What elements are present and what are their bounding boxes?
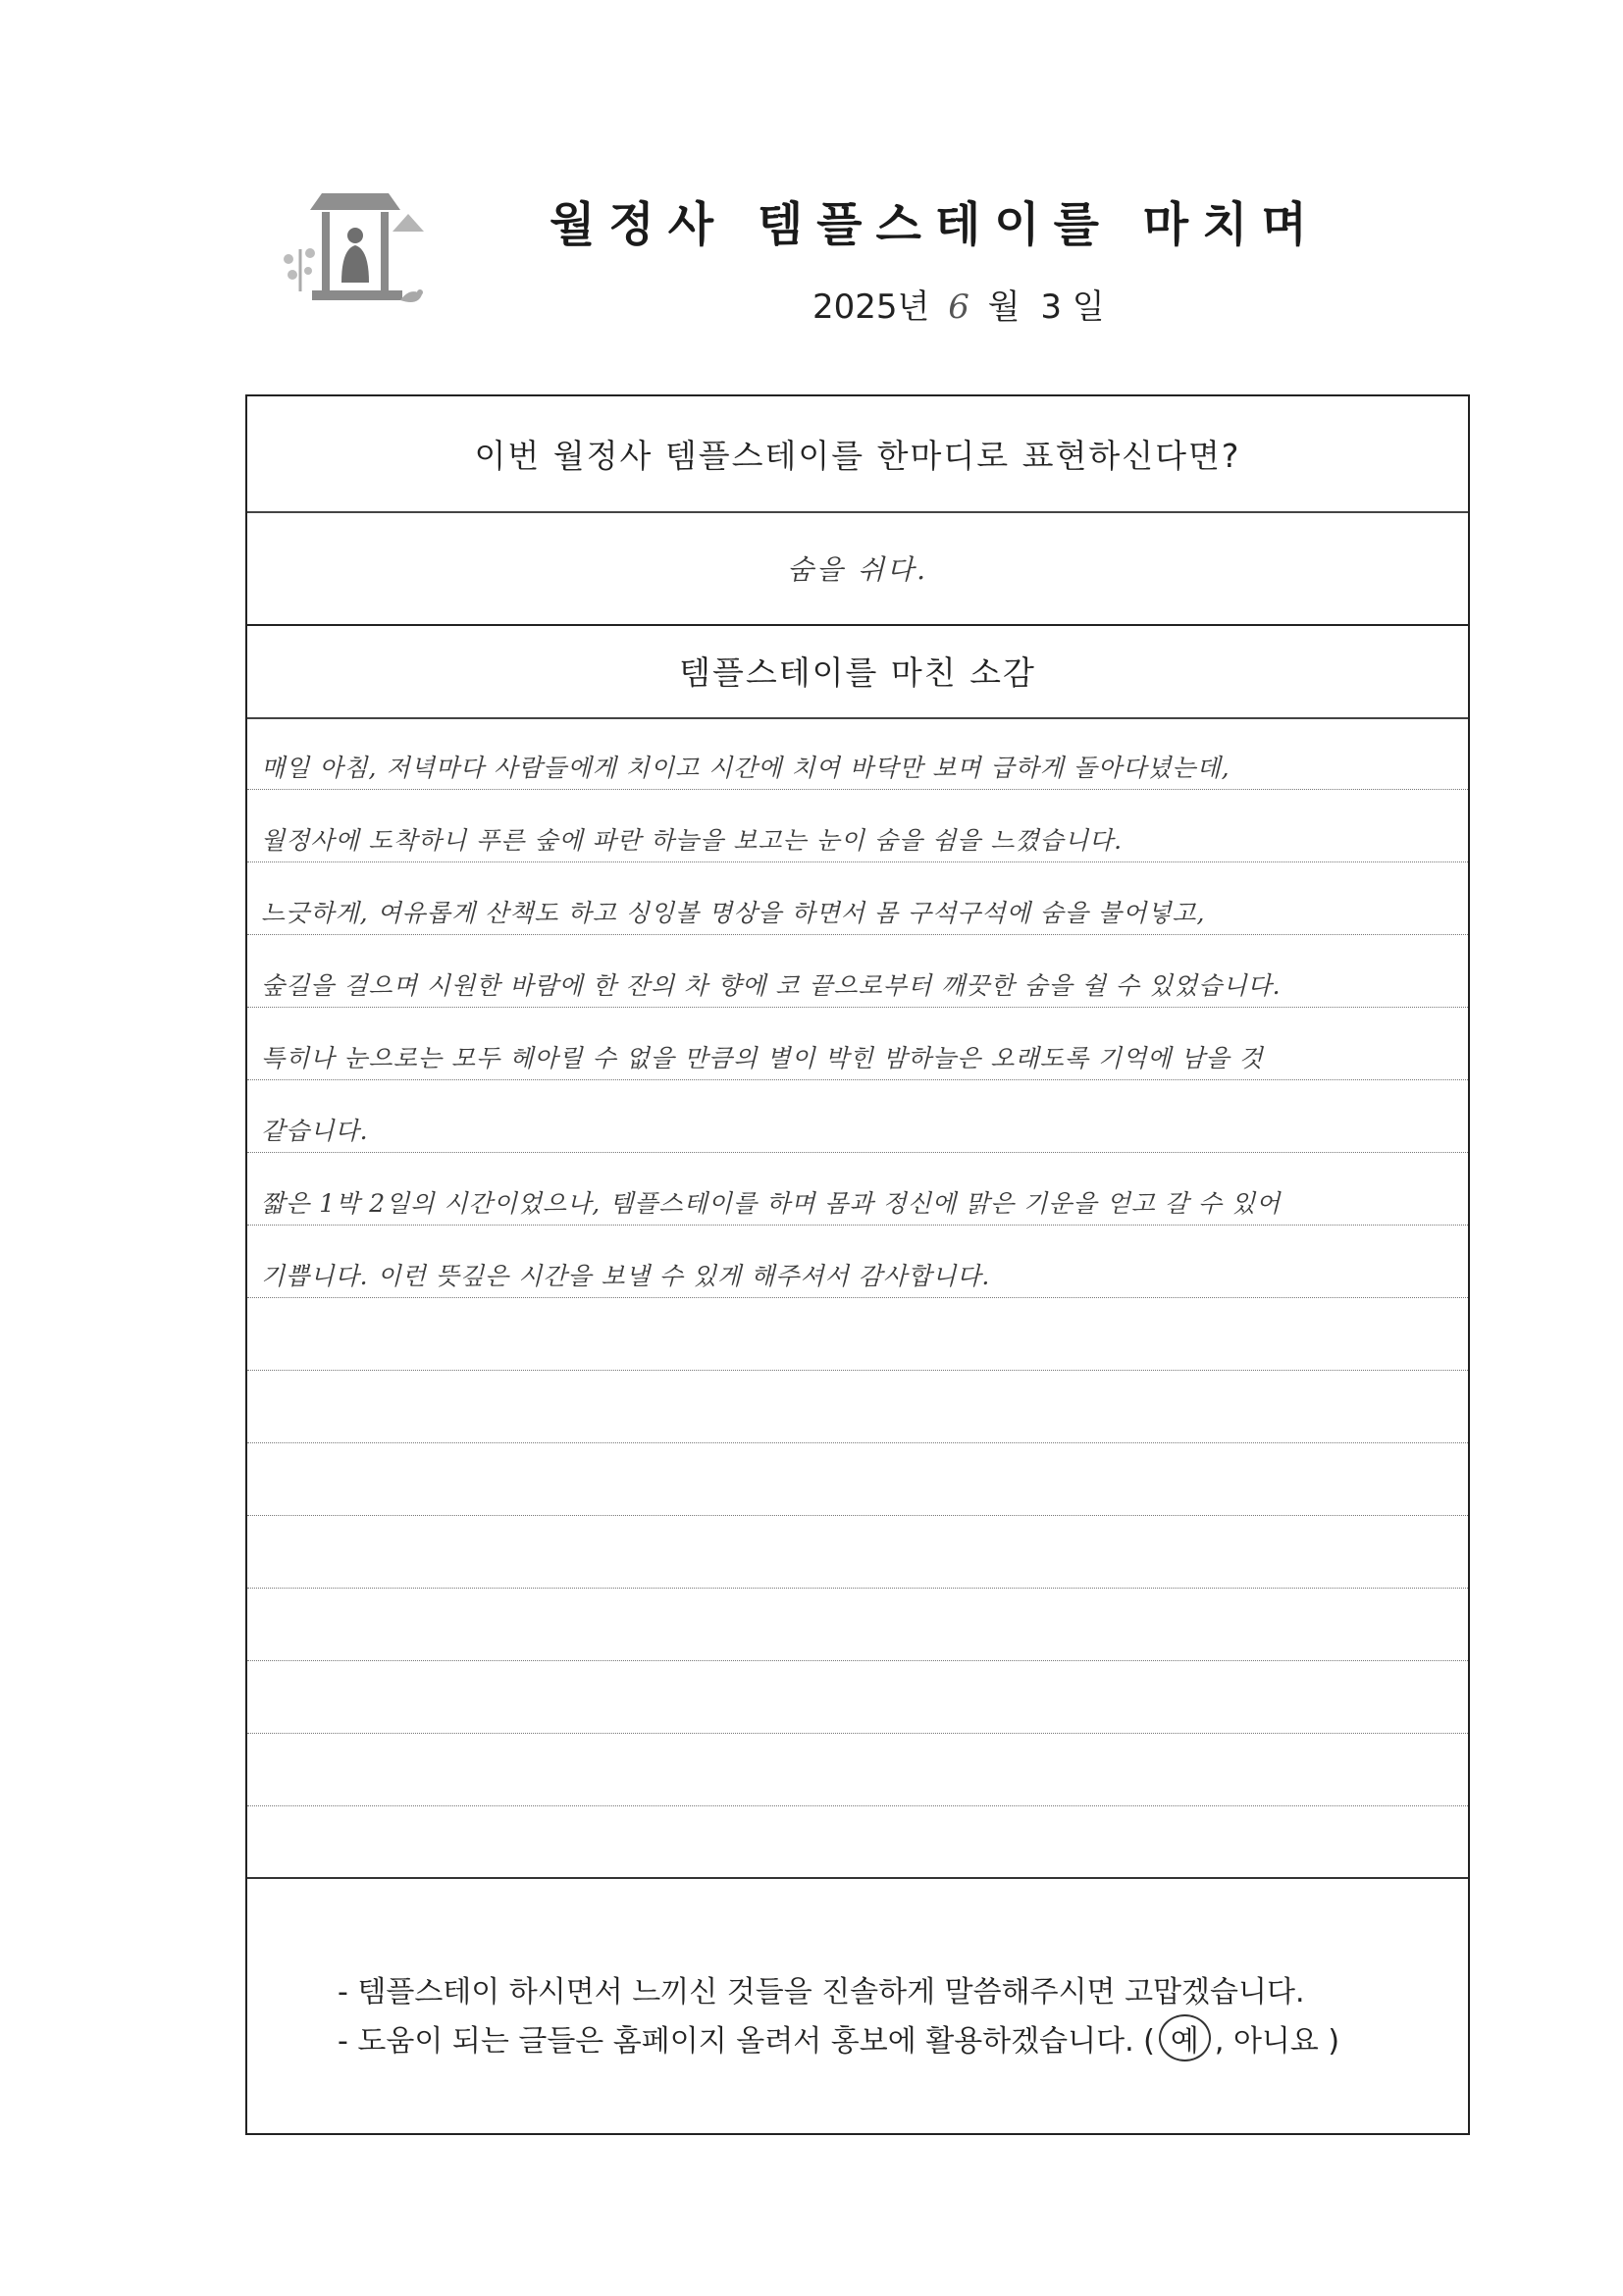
line-text: 느긋하게, 여유롭게 산책도 하고 싱잉볼 명상을 하면서 몸 구석구석에 숨을 불어넣고,	[261, 898, 1206, 927]
consent-text: - 도움이 되는 글들은 홈페이지 올려서 홍보에 활용하겠습니다. (	[338, 2024, 1155, 2059]
writing-line[interactable]	[247, 1080, 1468, 1153]
footer-note-honesty: - 템플스테이 하시면서 느끼신 것들을 진솔하게 말씀해주시면 고맙겠습니다.	[338, 1975, 1305, 2009]
writing-line[interactable]	[247, 1661, 1468, 1734]
writing-line[interactable]	[247, 1226, 1468, 1298]
consent-no-option[interactable]: 아니요 )	[1232, 2024, 1340, 2059]
impressions-heading: 템플스테이를 마친 소감	[247, 624, 1468, 719]
consent-separator: ,	[1214, 2024, 1225, 2059]
line-text: 숲길을 걸으며 시원한 바람에 한 잔의 차 향에 코 끝으로부터 깨끗한 숨을 쉴 수 있었습니다.	[261, 970, 1282, 1000]
writing-line[interactable]	[247, 1153, 1468, 1226]
line-text: 월정사에 도착하니 푸른 숲에 파란 하늘을 보고는 눈이 숨을 쉼을 느꼈습니다.	[261, 825, 1124, 855]
line-text: 특히나 눈으로는 모두 헤아릴 수 없을 만큼의 별이 박힌 밤하늘은 오래도록 기억에 남을 것	[261, 1043, 1264, 1072]
footer-notes	[247, 1877, 1468, 2133]
writing-line[interactable]	[247, 1734, 1468, 1806]
month-label: 월	[987, 287, 1021, 327]
writing-line[interactable]	[247, 935, 1468, 1008]
writing-line[interactable]	[247, 1443, 1468, 1516]
consent-yes-option[interactable]: 예	[1159, 2014, 1211, 2061]
question-prompt: 이번 월정사 템플스테이를 한마디로 표현하신다면?	[247, 396, 1468, 513]
year-label: 2025년	[812, 287, 930, 327]
line-text: 기쁩니다. 이런 뜻깊은 시간을 보낼 수 있게 해주셔서 감사합니다.	[261, 1261, 991, 1290]
month-value[interactable]: 6	[948, 287, 969, 327]
writing-line[interactable]	[247, 1589, 1468, 1661]
writing-line[interactable]	[247, 1008, 1468, 1080]
feedback-form	[245, 394, 1470, 2135]
writing-line[interactable]	[247, 1806, 1468, 1879]
impressions-writing-area[interactable]	[247, 717, 1468, 1885]
page-title: 월정사 템플스테이를 마치며	[550, 197, 1321, 252]
footer-note-consent	[338, 2014, 1339, 2061]
writing-line[interactable]	[247, 790, 1468, 862]
writing-line[interactable]	[247, 717, 1468, 790]
answer-text: 숨을 쉬다.	[787, 552, 928, 586]
date-line	[812, 280, 1205, 328]
day-label: 일	[1072, 287, 1105, 327]
writing-line[interactable]	[247, 1371, 1468, 1443]
line-text: 같습니다.	[261, 1116, 369, 1145]
writing-line[interactable]	[247, 1298, 1468, 1371]
day-value[interactable]: 3	[1040, 287, 1062, 327]
line-text: 매일 아침, 저녁마다 사람들에게 치이고 시간에 치여 바닥만 보며 급하게 돌아다녔는데,	[261, 753, 1230, 782]
writing-line[interactable]	[247, 1516, 1468, 1589]
line-text: 짧은 1박 2일의 시간이었으나, 템플스테이를 하며 몸과 정신에 맑은 기운을 얻고 갈 수 있어	[261, 1188, 1282, 1218]
temple-logo-icon	[263, 188, 440, 321]
writing-line[interactable]	[247, 862, 1468, 935]
question-answer-field[interactable]	[247, 511, 1468, 626]
